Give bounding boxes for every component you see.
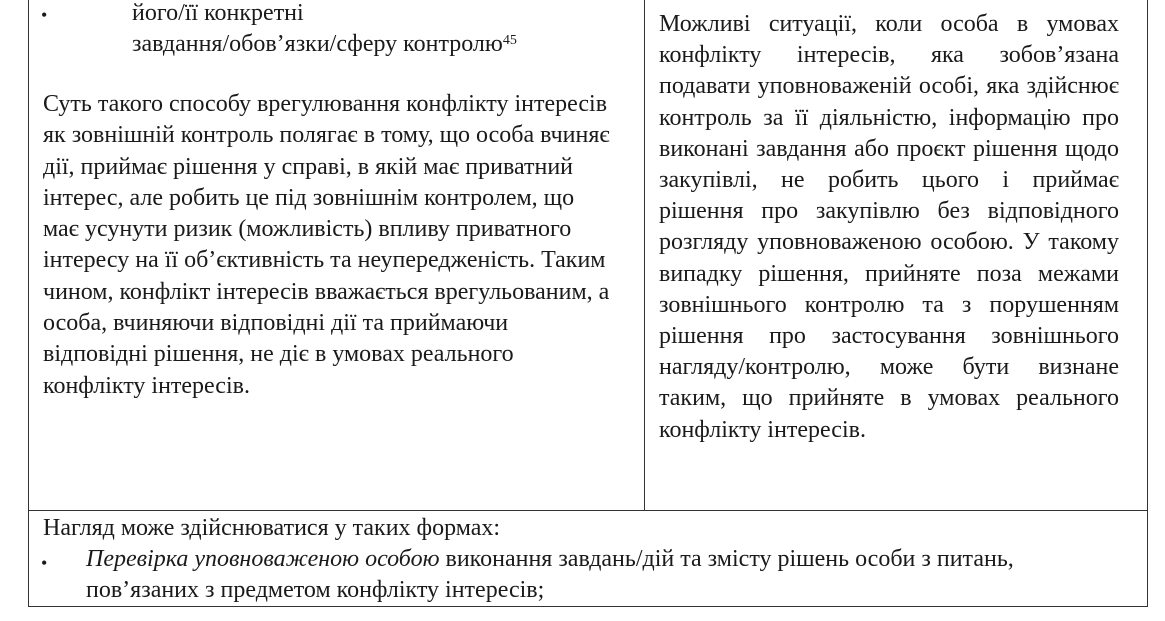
bullet-italic-term: Перевірка уповноваженою особою [86, 546, 440, 572]
bullet-rest-text: виконання завдань/дій та змісту рішень особи з питань, пов’язаних з предметом конфлікту інтересів; [86, 546, 1014, 603]
control-bullet-item [132, 0, 612, 60]
footnote-ref: 45 [502, 33, 517, 48]
supervision-bullet-item [86, 544, 1106, 606]
bullet-marker: • [41, 553, 48, 573]
document-table [28, 0, 1148, 607]
bullet-marker: • [41, 5, 48, 25]
right-cell-paragraph: Можливі ситуації, коли особа в умовах конфлікту інтересів, яка зобов’язана подавати уповноваженій особі, яка здійснює контроль за її діяльністю, інформацію про виконані завдання або проєкт рішення щодо закупівлі, не робить цього і приймає рішення про закупівлю без відповідного розгляду уповноваженою особою. У такому випадку рішення, прийняте поза межами зовнішнього контролю та з порушенням рішення про застосування зовнішнього нагляду/контролю, може бути визнане таким, що прийняте в умовах реального конфлікту інтересів. [659, 11, 1119, 443]
column-divider [644, 0, 645, 510]
row-divider [29, 510, 1147, 511]
left-cell-paragraph: Суть такого способу врегулювання конфлікту інтересів як зовнішній контроль полягає в тому, що особа вчиняє дії, приймає рішення у справі, в якій має приватний інтерес, але робить це під зовнішнім контролем, що має усунути ризик (можливість) впливу приватного інтересу на її об’єктивність та неупередженість. Таким чином, конфлікт інтересів вважається врегульованим, а особа, вчиняючи відповідні дії та приймаючи відповідні рішення, не діє в умовах реального конфлікту інтересів. [43, 91, 610, 399]
bullet-line-2: завдання/обов’язки/сферу контролю [132, 31, 503, 57]
supervision-forms-intro: Нагляд може здійснюватися у таких формах: [43, 515, 501, 541]
bullet-line-1: його/її конкретні [132, 0, 304, 26]
